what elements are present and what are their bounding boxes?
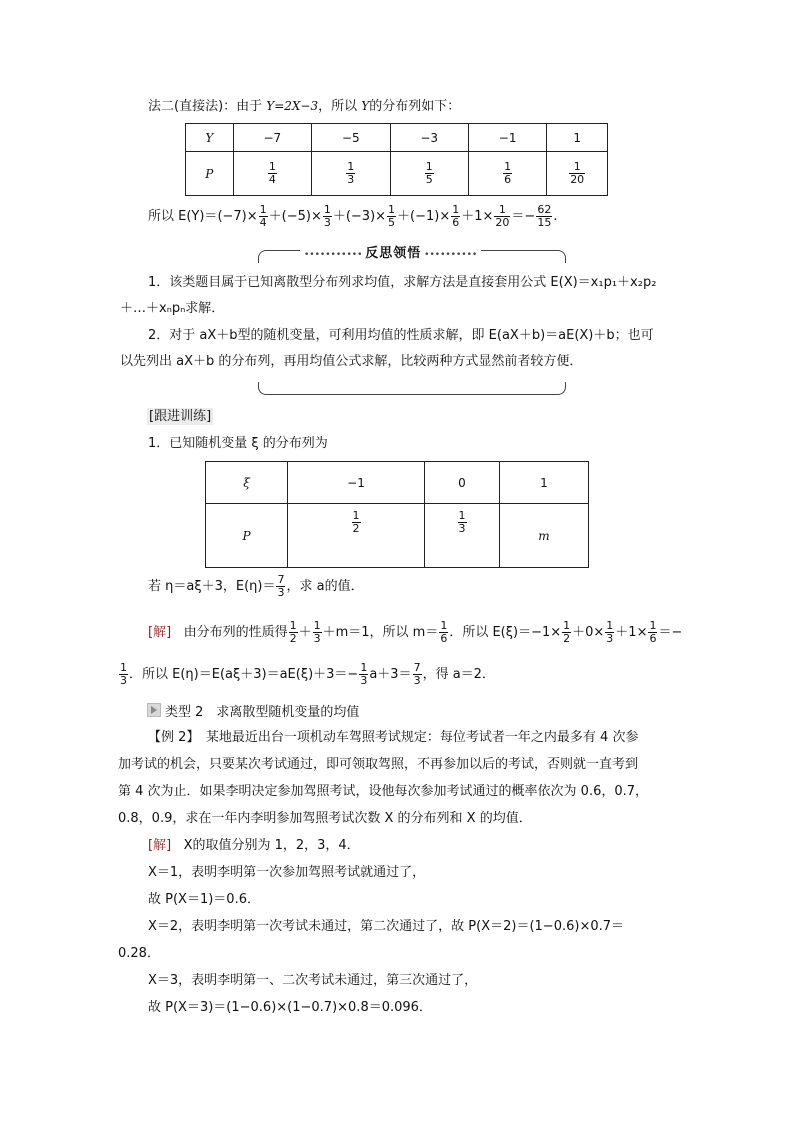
method2-intro — [148, 98, 460, 115]
numerator: 1 — [120, 661, 127, 674]
denominator: 3 — [277, 586, 285, 599]
example2-solution-line5: 0.28． — [118, 946, 160, 961]
term: (−7)× — [217, 209, 258, 224]
value-cell: −1 — [288, 462, 425, 504]
distribution-table-xi — [205, 461, 589, 568]
example2-solution-line3: 故 P(X＝1)＝0.6． — [148, 892, 260, 907]
denominator: 3 — [120, 674, 127, 687]
numerator: 1 — [425, 160, 433, 173]
reflection-p1-line2: ＋…＋xₙpₙ求解． — [120, 301, 225, 316]
text: ＋1× — [615, 625, 648, 640]
example2-solution-line2: X＝1，表明李明第一次参加驾照考试就通过了， — [148, 865, 426, 880]
text: ，得 a＝2． — [422, 667, 495, 682]
prob-cell — [390, 152, 468, 196]
numerator: 1 — [323, 203, 331, 216]
header-cell — [206, 504, 288, 568]
denominator: 2 — [352, 522, 360, 535]
prob-cell — [468, 152, 546, 196]
numerator: 1 — [458, 509, 466, 522]
denominator: 3 — [360, 674, 368, 687]
numerator: 1 — [504, 160, 512, 173]
tag-label: [跟进训练] — [149, 409, 212, 424]
value-cell: −7 — [233, 124, 311, 152]
denominator: 15 — [537, 216, 552, 229]
text: 的分布列如下： — [369, 99, 461, 114]
text: a＋3＝ — [369, 667, 412, 682]
text: ＋ — [298, 625, 312, 640]
decorative-dots: •••••••••• — [421, 250, 478, 260]
denominator: 20 — [495, 216, 510, 229]
solution-tag: [解] — [148, 625, 172, 640]
text: ＋m＝1，所以 m＝ — [322, 625, 439, 640]
text: ，求 a的值． — [286, 579, 364, 594]
example2-line4: 0.8，0.9，求在一年内李明参加驾照考试次数 X 的分布列和 X 的均值． — [118, 811, 532, 826]
heading-text: 类型 2 求离散型随机变量的均值 — [165, 705, 360, 720]
reflection-box-bottom-border — [258, 382, 566, 395]
term: ＋1× — [461, 209, 494, 224]
reflection-p2-line1: 2．对于 aX＋b型的随机变量，可利用均值的性质求解，即 E(aX＋b)＝aE(X)＋b；也可 — [148, 328, 654, 343]
prob-cell — [425, 504, 500, 568]
term: ＋(−5)× — [268, 209, 322, 224]
header-cell — [186, 124, 234, 152]
denominator: 2 — [563, 632, 571, 645]
practice-solution-line1 — [148, 620, 682, 646]
numerator: 7 — [277, 573, 285, 586]
example2-solution-line7: 故 P(X＝3)＝(1−0.6)×(1−0.7)×0.8＝0.096． — [148, 1000, 432, 1015]
value-cell: −5 — [312, 124, 390, 152]
text: ．所以 E(η)＝E(aξ＋3)＝aE(ξ)＋3＝− — [129, 667, 359, 682]
text: ＝− — [658, 625, 683, 640]
numerator: 62 — [537, 203, 552, 216]
denominator: 3 — [323, 216, 331, 229]
practice-solution-line2 — [118, 662, 495, 688]
example2-line3: 第 4 次为止．如果李明决定参加驾照考试，设他每次参加考试通过的概率依次为 0.6，0.7， — [118, 784, 649, 799]
text: . — [553, 209, 558, 224]
value-cell: −3 — [390, 124, 468, 152]
value-cell: −1 — [468, 124, 546, 152]
type2-heading — [147, 703, 359, 721]
title-text: 反思领悟 — [365, 246, 422, 261]
numerator: 1 — [494, 204, 510, 217]
equation: Y=2X−3 — [266, 99, 319, 113]
example2-line2: 加考试的机会，只要某次考试通过，即可领取驾照，不再参加以后的考试，否则就一直考到 — [118, 757, 639, 772]
text: 由分布列的性质得 — [183, 625, 288, 640]
denominator: 3 — [458, 522, 466, 535]
prob-cell — [547, 152, 608, 196]
term: ＋(−1)× — [397, 209, 451, 224]
prob-cell — [288, 504, 425, 568]
numerator: 1 — [569, 161, 585, 174]
label: P — [205, 166, 214, 181]
value-cell: 1 — [500, 462, 589, 504]
numerator: 1 — [440, 619, 448, 632]
prob-cell — [233, 152, 311, 196]
variable: Y — [361, 99, 370, 113]
denominator: 6 — [440, 632, 448, 645]
practice-question-1: 1．已知随机变量 ξ 的分布列为 — [148, 436, 328, 451]
distribution-table-y — [185, 123, 608, 196]
text: X的取值分别为 1，2，3，4． — [183, 838, 360, 853]
numerator: 1 — [563, 619, 571, 632]
text: 若 η＝aξ＋3，E(η)＝ — [148, 579, 276, 594]
denominator: 3 — [606, 632, 614, 645]
numerator: 1 — [352, 509, 360, 522]
text: ＋0× — [572, 625, 605, 640]
text: ＝− — [511, 209, 536, 224]
term: ＋(−3)× — [332, 209, 387, 224]
denominator: 2 — [289, 632, 297, 645]
example-tag: 【例 2】 — [148, 730, 193, 745]
denominator: 4 — [259, 216, 267, 229]
denominator: 3 — [347, 173, 355, 186]
text: ．所以 E(ξ)＝−1× — [449, 625, 562, 640]
text: ，所以 — [318, 99, 362, 114]
denominator: 5 — [388, 216, 396, 229]
numerator: 1 — [347, 160, 355, 173]
reflection-p2-line2: 以先列出 aX＋b 的分布列，再用均值公式求解，比较两种方式显然前者较方便． — [120, 354, 583, 369]
label: P — [242, 528, 251, 543]
label: ξ — [243, 475, 250, 490]
denominator: 5 — [425, 173, 433, 186]
numerator: 1 — [259, 203, 267, 216]
variable-m: m — [538, 528, 550, 543]
example2-solution-line4: X＝2，表明李明第一次考试未通过，第二次通过了，故 P(X＝2)＝(1−0.6)×0.7＝ — [148, 919, 625, 934]
denominator: 3 — [313, 632, 321, 645]
numerator: 1 — [289, 619, 297, 632]
numerator: 1 — [452, 203, 460, 216]
denominator: 6 — [504, 173, 512, 186]
example2-solution-line6: X＝3，表明李明第一、二次考试未通过，第三次通过了， — [148, 973, 478, 988]
denominator: 6 — [649, 632, 657, 645]
numerator: 1 — [649, 619, 657, 632]
reflection-title — [300, 242, 481, 261]
text: 法二(直接法)：由于 — [148, 99, 267, 114]
decorative-dots: ••••••••••• — [304, 250, 366, 260]
value-cell: 0 — [425, 462, 500, 504]
example2-solution-line1 — [148, 838, 360, 854]
numerator: 1 — [606, 619, 614, 632]
prob-cell — [500, 504, 589, 568]
play-triangle-icon — [147, 703, 161, 717]
value-cell: 1 — [547, 124, 608, 152]
prob-cell — [312, 152, 390, 196]
practice-condition — [148, 574, 364, 600]
denominator: 20 — [570, 173, 585, 186]
denominator: 4 — [268, 173, 276, 186]
numerator: 1 — [360, 661, 368, 674]
header-cell — [206, 462, 288, 504]
denominator: 3 — [413, 674, 421, 687]
reflection-p1-line1: 1．该类题目属于已知离散型分布列求均值，求解方法是直接套用公式 E(X)＝x₁p₁＋x₂p₂ — [148, 275, 657, 290]
denominator: 6 — [452, 216, 460, 229]
numerator: 1 — [313, 619, 321, 632]
method2-result — [148, 204, 557, 230]
label: Y — [205, 130, 214, 145]
example2-line1 — [148, 730, 638, 746]
practice-tag — [147, 409, 213, 425]
text: 所以 E(Y)＝ — [148, 209, 218, 224]
numerator: 1 — [268, 160, 276, 173]
text: 某地最近出台一项机动车驾照考试规定：每位考试者一年之内最多有 4 次参 — [192, 730, 639, 745]
header-cell — [186, 152, 234, 196]
numerator: 1 — [388, 203, 396, 216]
solution-tag: [解] — [148, 838, 172, 853]
numerator: 7 — [413, 661, 421, 674]
